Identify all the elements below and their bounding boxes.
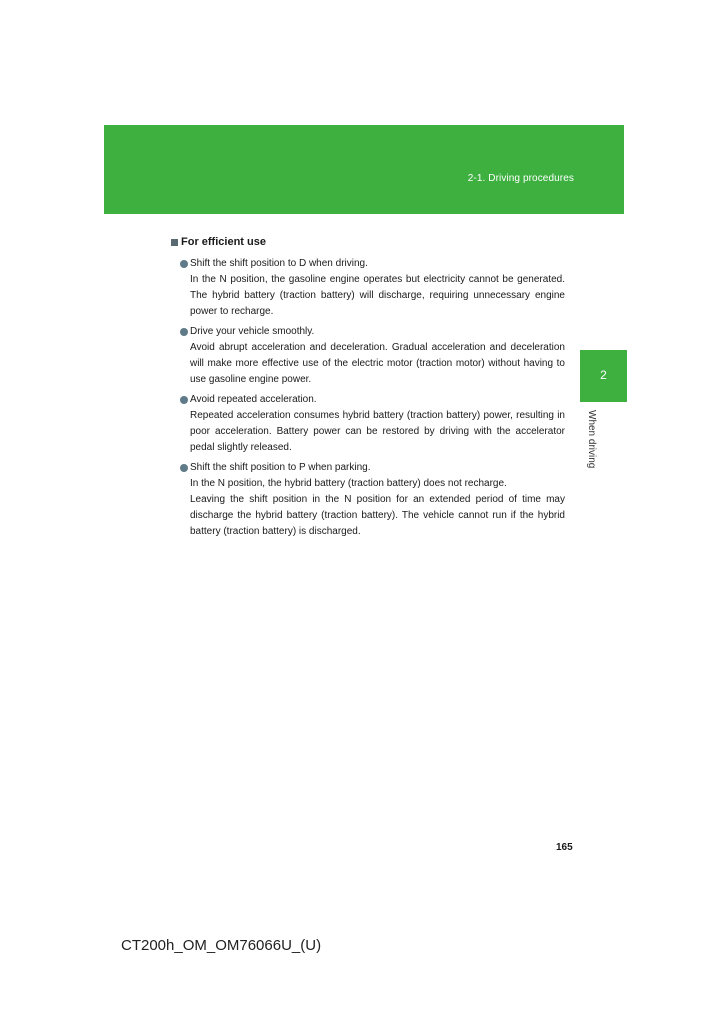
page-number: 165 (556, 842, 573, 853)
circle-bullet-icon (180, 328, 188, 336)
circle-bullet-icon (180, 464, 188, 472)
chapter-label: When driving (586, 410, 597, 469)
header-band (104, 125, 624, 214)
chapter-tab (580, 350, 627, 402)
list-item-body: Avoid abrupt acceleration and deceleration. Gradual acceleration and deceleration will make more effective use of the electric motor (traction motor) without having to use gasoline engine power. (190, 342, 565, 385)
list-item-title: Avoid repeated acceleration. (190, 394, 317, 405)
section-heading (171, 234, 565, 250)
list-item-body: Leaving the shift position in the N position for an extended period of time may discharge the hybrid battery (traction battery). The vehicle cannot run if the hybrid battery (traction battery) is discharged. (190, 494, 565, 537)
section-heading-text: For efficient use (181, 236, 266, 248)
chapter-number: 2 (600, 368, 607, 382)
list-item-body: In the N position, the gasoline engine operates but electricity cannot be generated. The hybrid battery (traction battery) will discharge, requiring unnecessary engine power to recharge. (190, 274, 565, 317)
list-item-title: Shift the shift position to P when parking. (190, 462, 371, 473)
list-item-title: Shift the shift position to D when driving. (190, 258, 368, 269)
square-bullet-icon (171, 239, 178, 246)
list-item-line: In the N position, the hybrid battery (traction battery) does not recharge. (190, 478, 507, 489)
list-item-title: Drive your vehicle smoothly. (190, 326, 315, 337)
list-item (171, 324, 565, 388)
list-item (171, 256, 565, 320)
list-item (171, 392, 565, 456)
list-item-body: Repeated acceleration consumes hybrid battery (traction battery) power, resulting in poor acceleration. Battery power can be restored by driving with the accelerator pedal slightly released. (190, 410, 565, 453)
section-title: 2-1. Driving procedures (467, 173, 574, 184)
main-content (171, 234, 565, 544)
list-item (171, 460, 565, 540)
circle-bullet-icon (180, 396, 188, 404)
circle-bullet-icon (180, 260, 188, 268)
document-code: CT200h_OM_OM76066U_(U) (121, 937, 322, 954)
